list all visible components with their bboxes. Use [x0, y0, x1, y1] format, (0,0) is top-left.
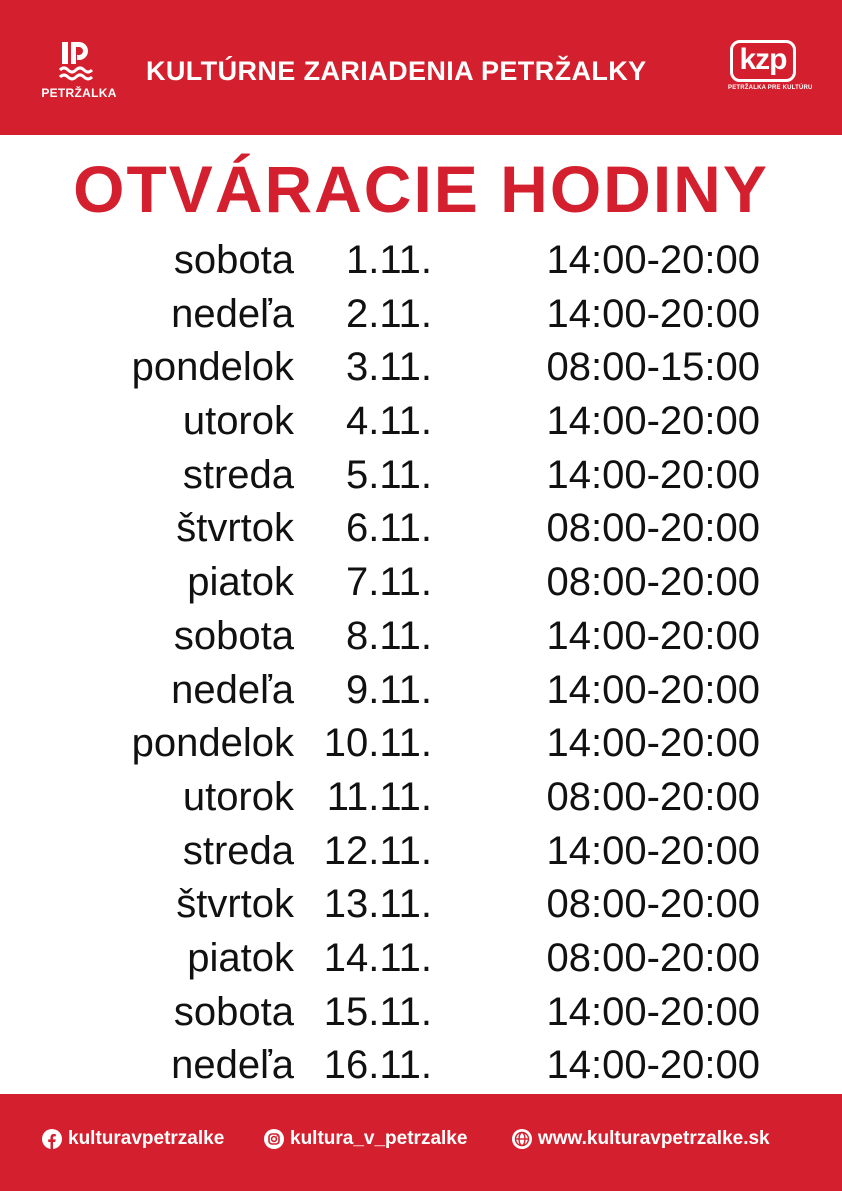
- website-url: www.kulturavpetrzalke.sk: [538, 1128, 770, 1149]
- schedule-date: 11.11.: [326, 774, 432, 819]
- schedule-day: nedeľa: [171, 1043, 294, 1088]
- schedule-hours: 14:00-20:00: [546, 399, 760, 444]
- schedule-day: streda: [182, 828, 294, 873]
- schedule-day: piatok: [187, 560, 294, 605]
- schedule-day: utorok: [182, 774, 294, 819]
- instagram-icon: [264, 1129, 284, 1149]
- schedule-hours: 08:00-20:00: [546, 935, 760, 980]
- schedule-day: sobota: [173, 989, 294, 1034]
- schedule-day: utorok: [182, 399, 294, 444]
- schedule-date: 6.11.: [346, 506, 432, 551]
- schedule-date: 16.11.: [323, 1043, 432, 1088]
- schedule-hours: 08:00-20:00: [546, 506, 760, 551]
- kzp-logo: [728, 40, 813, 100]
- petrzalka-logo: [38, 40, 120, 100]
- header-bar: [0, 0, 842, 135]
- globe-icon: [512, 1129, 532, 1149]
- schedule-hours: 14:00-20:00: [546, 613, 760, 658]
- facebook-handle: kulturavpetrzalke: [68, 1128, 225, 1149]
- schedule-date: 5.11.: [346, 452, 432, 497]
- schedule-row: [0, 610, 842, 664]
- schedule-day: nedeľa: [171, 291, 294, 336]
- schedule-hours: 14:00-20:00: [546, 721, 760, 766]
- kzp-logo-letters: kzp: [739, 43, 787, 76]
- schedule-list: [0, 234, 842, 1093]
- schedule-row: [0, 664, 842, 718]
- schedule-day: štvrtok: [176, 882, 294, 927]
- schedule-day: pondelok: [131, 721, 294, 766]
- schedule-row: [0, 986, 842, 1040]
- schedule-date: 14.11.: [323, 935, 432, 980]
- schedule-row: [0, 932, 842, 986]
- schedule-row: [0, 825, 842, 879]
- schedule-hours: 14:00-20:00: [546, 1043, 760, 1088]
- schedule-hours: 14:00-20:00: [546, 989, 760, 1034]
- schedule-day: sobota: [173, 238, 294, 282]
- schedule-date: 12.11.: [323, 828, 432, 873]
- schedule-day: štvrtok: [176, 506, 294, 551]
- schedule-date: 2.11.: [346, 291, 432, 336]
- schedule-date: 9.11.: [346, 667, 432, 712]
- schedule-row: [0, 449, 842, 503]
- schedule-row: [0, 341, 842, 395]
- schedule-hours: 08:00-15:00: [546, 345, 760, 390]
- schedule-row: [0, 502, 842, 556]
- schedule-day: pondelok: [131, 345, 294, 390]
- facebook-icon: [42, 1129, 62, 1149]
- website-link[interactable]: [512, 1128, 812, 1150]
- facebook-link[interactable]: [42, 1128, 252, 1150]
- schedule-hours: 14:00-20:00: [546, 291, 760, 336]
- schedule-date: 1.11.: [346, 238, 432, 282]
- schedule-day: piatok: [187, 935, 294, 980]
- schedule-row: [0, 395, 842, 449]
- schedule-date: 3.11.: [346, 345, 432, 390]
- schedule-hours: 14:00-20:00: [546, 828, 760, 873]
- schedule-day: nedeľa: [171, 667, 294, 712]
- schedule-date: 8.11.: [346, 613, 432, 658]
- logo-left-text: PETRŽALKA: [41, 86, 117, 100]
- schedule-row: [0, 771, 842, 825]
- footer-bar: [0, 1094, 842, 1191]
- schedule-hours: 14:00-20:00: [546, 452, 760, 497]
- schedule-hours: 08:00-20:00: [546, 774, 760, 819]
- schedule-hours: 08:00-20:00: [546, 882, 760, 927]
- instagram-link[interactable]: [264, 1128, 504, 1150]
- schedule-date: 7.11.: [346, 560, 432, 605]
- schedule-hours: 14:00-20:00: [546, 238, 760, 282]
- schedule-row: [0, 1039, 842, 1093]
- schedule-day: streda: [182, 452, 294, 497]
- kzp-logo-subtitle: PETRŽALKA PRE KULTÚRU: [728, 85, 813, 91]
- schedule-row: [0, 878, 842, 932]
- schedule-row: [0, 288, 842, 342]
- schedule-row: [0, 717, 842, 771]
- schedule-row: [0, 556, 842, 610]
- petrzalka-logo-icon: [58, 40, 98, 82]
- schedule-date: 15.11.: [323, 989, 432, 1034]
- schedule-date: 10.11.: [323, 721, 432, 766]
- schedule-day: sobota: [173, 613, 294, 658]
- schedule-date: 4.11.: [346, 399, 432, 444]
- schedule-date: 13.11.: [323, 882, 432, 927]
- schedule-hours: 08:00-20:00: [546, 560, 760, 605]
- instagram-handle: kultura_v_petrzalke: [290, 1128, 468, 1149]
- schedule-hours: 14:00-20:00: [546, 667, 760, 712]
- schedule-row: [0, 234, 842, 288]
- page-title: OTVÁRACIE HODINY: [73, 152, 769, 226]
- header-title: KULTÚRNE ZARIADENIA PETRŽALKY: [146, 56, 647, 86]
